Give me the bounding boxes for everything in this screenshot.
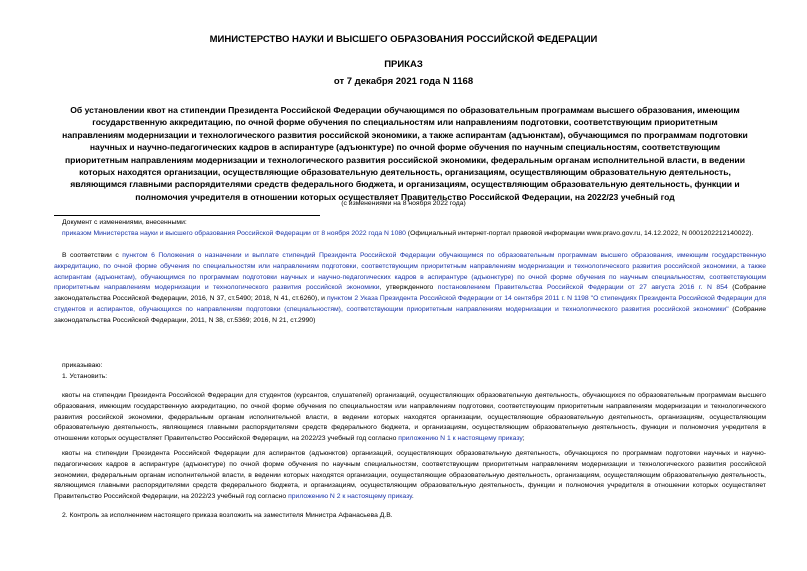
quota-1-text: квоты на стипендии Президента Российской Федерации для студентов (курсантов, слушателей) организаций, осуществляющих образовательную деятельность, обучающихся по образовательным программам высшего образования, имеющим государственную аккредитацию, по очной форме обучения по специальностям или направлениям подготовки, соответствующим приоритетным направлениям модернизации и технологического развития российской экономики, федеральным органам исполнительной власти, в ведении которых находятся организации, осуществляющие образовательную деятельность, организациям, осуществляющим образовательную деятельность, являющимся главными распорядителями средств федерального бюджета, и организациям, осуществляющим образовательную деятельность, функции и полномочия учредителя в отношении которых осуществляет Правительство Российской Федерации, на 2022/23 учебный год согласно <box>54 392 766 443</box>
document-title: Об установлении квот на стипендии Президента Российской Федерации обучающимся по образовательным программам высшего образования, имеющим государственную аккредитацию, по очной форме обучения по специальностям или направлениям подготовки, соответствующим приоритетным направлениям модернизации и технологического развития российской экономики, а также аспирантам (адъюнктам), обучающимся по программам подготовки научных и научно-педагогических кадров в аспирантуре (адъюнктуре) по очной форме обучения по научным специальностям, соответствующим приоритетным направлениям модернизации и технологического развития российской экономики, федеральным органам исполнительной власти, в ведении которых находятся организации, осуществляющие образовательную деятельность, организациям, осуществляющим образовательную деятельность, являющимся главными распорядителями средств федерального бюджета, и организациям, осуществляющим образовательную деятельность, функции и полномочия учредителя в отношении которых осуществляет Правительство Российской Федерации, на 2022/23 учебный год <box>62 105 748 202</box>
item-1-heading: 1. Установить: <box>62 373 108 380</box>
regulation-point-link[interactable]: пунктом 6 Положения о назначении и выплате стипендий Президента Российской Федерации обучающимся по образовательным программам высшего образования, имеющим государственную аккредитацию, по очной форме обучения по специальностям или направлениям подготовки, соответствующим приоритетным направлениям модернизации и технологического развития российской экономики, а также аспирантам (адъюнктам), обучающимся по программам подготовки научных и научно-педагогических кадров в аспирантуре (адъюнктуре) по очной форме обучения по научным специальностям, соответствующим приоритетным направлениям модернизации и технологического развития российской экономики <box>54 252 766 292</box>
item-2-text: 2. Контроль за исполнением настоящего приказа возложить на заместителя Министра Афанасьева Д.В. <box>62 512 393 519</box>
document-type: ПРИКАЗ <box>384 59 423 70</box>
appendix-1-link[interactable]: приложению N 1 к настоящему приказу <box>398 435 523 443</box>
changes-source: (Официальный интернет-портал правовой информации www.pravo.gov.ru, 14.12.2022, N 0001202212140022). <box>405 230 754 237</box>
order-word: приказываю: <box>62 362 103 369</box>
appendix-2-link[interactable]: приложению N 2 к настоящему приказу <box>288 493 412 501</box>
presidential-decree-link[interactable]: пунктом 2 Указа Президента Российской Федерации от 14 сентября 2011 г. N 1198 "О стипендиях Президента Российской Федерации для студентов и аспирантов, обучающихся по направлениям подготовки (специальностям), соответствующим приоритетным направлениям модернизации и технологического развития российской экономики" <box>54 295 766 313</box>
changes-list <box>62 229 766 239</box>
changes-heading: Документ с изменениями, внесенными: <box>62 219 187 226</box>
ministry-name: МИНИСТЕРСТВО НАУКИ И ВЫСШЕГО ОБРАЗОВАНИЯ РОССИЙСКОЙ ФЕДЕРАЦИИ <box>209 34 598 45</box>
government-resolution-link[interactable]: постановлением Правительства Российской Федерации от 27 августа 2016 г. N 854 <box>437 284 728 292</box>
quota-paragraph-1 <box>54 391 766 445</box>
quota-paragraph-2 <box>54 449 766 503</box>
edits-note: (с изменениями на 8 ноября 2022 года) <box>341 200 466 207</box>
quota-1-end: ; <box>522 435 525 443</box>
divider <box>54 215 320 216</box>
amending-order-link[interactable]: приказом Министерства науки и высшего образования Российской Федерации от 8 ноября 2022 года N 1080 <box>62 230 406 237</box>
quota-2-end: . <box>411 493 414 501</box>
preamble-paragraph <box>54 251 766 327</box>
preamble-text-1: В соответствии с <box>62 252 123 259</box>
document-date-number: от 7 декабря 2021 года N 1168 <box>333 76 474 87</box>
preamble-text-2: , утвержденного <box>379 284 438 292</box>
preamble-text-4: (Собрание законодательства Российской Федерации, 2011, N 38, ст.5369; 2016, N 21, ст.2990) <box>54 305 767 324</box>
quota-2-text: квоты на стипендии Президента Российской Федерации для аспирантов (адъюнктов) организаций, осуществляющих образовательную деятельность, обучающихся по программам подготовки научных и научно-педагогических кадров в аспирантуре (адъюнктуре) по очной форме обучения по научным специальностям, соответствующим приоритетным направлениям модернизации и технологического развития российской экономики, федеральным органам исполнительной власти, в ведении которых находятся организации, осуществляющие образовательную деятельность, организациям, осуществляющим образовательную деятельность, являющимся главными распорядителями средств федерального бюджета, и организациям, осуществляющим образовательную деятельность, функции и полномочия учредителя в отношении которых осуществляет Правительство Российской Федерации, на 2022/23 учебный год согласно <box>54 450 766 501</box>
preamble-text-3: (Собрание законодательства Российской Федерации, 2016, N 37, ст.5490; 2018, N 41, ст.6260), и <box>54 284 767 303</box>
